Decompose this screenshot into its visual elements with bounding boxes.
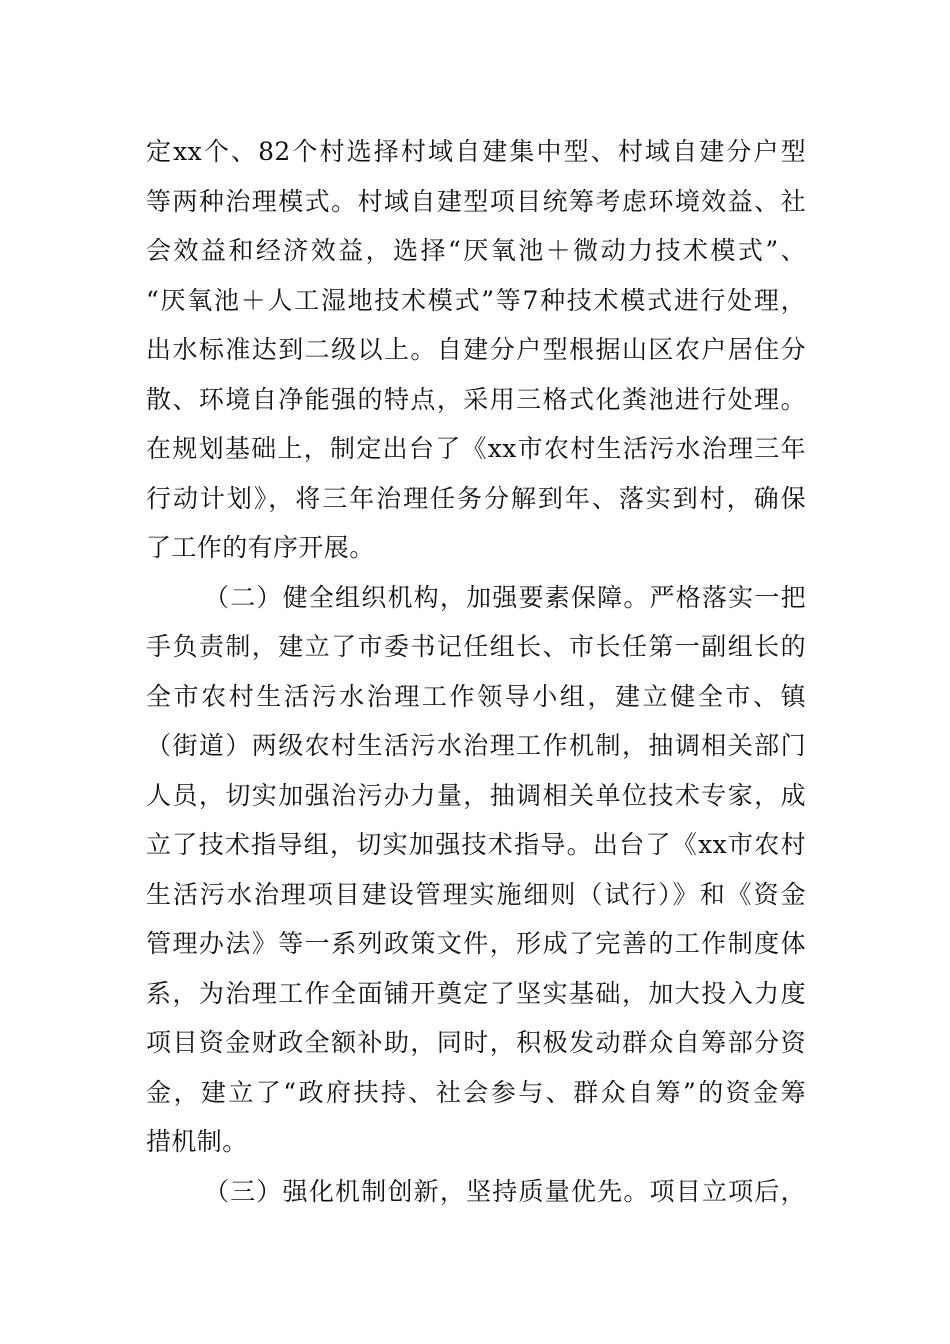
text-line: 金，建立了“政府扶持、社会参与、群众自筹”的资金筹 [146, 1077, 806, 1107]
text-line: 散、环境自净能强的特点，采用三格式化粪池进行处理。 [146, 384, 806, 414]
text-line: 出水标准达到二级以上。自建分户型根据山区农户居住分 [146, 335, 806, 364]
text-line: 立了技术指导组，切实加强技术指导。出台了《xx市农村 [146, 830, 806, 859]
text-line: 等两种治理模式。村域自建型项目统筹考虑环境效益、社 [146, 186, 806, 216]
text-line: 生活污水治理项目建设管理实施细则（试行）》和《资金 [146, 879, 806, 909]
text-line: 会效益和经济效益，选择“厌氧池＋微动力技术模式”、 [146, 236, 806, 265]
text-line: 在规划基础上，制定出台了《xx市农村生活污水治理三年 [146, 434, 806, 463]
text-line: 人员，切实加强治污办力量，抽调相关单位技术专家，成 [146, 780, 806, 810]
section-heading-line: （三）强化机制创新，坚持质量优先。项目立项后， [204, 1176, 806, 1206]
text-line: 行动计划》，将三年治理任务分解到年、落实到村，确保 [146, 483, 806, 513]
document-body [146, 127, 806, 1216]
text-line: 定xx个、82个村选择村域自建集中型、村域自建分户型 [146, 137, 806, 166]
paragraph-1 [146, 127, 806, 573]
text-line: 管理办法》等一系列政策文件，形成了完善的工作制度体 [146, 929, 806, 958]
text-line: （街道）两级农村生活污水治理工作机制，抽调相关部门 [146, 731, 806, 760]
section-heading-line: （二）健全组织机构，加强要素保障。严格落实一把 [204, 582, 806, 612]
text-line: 全市农村生活污水治理工作领导小组，建立健全市、镇 [146, 681, 806, 711]
text-line: 系，为治理工作全面铺开奠定了坚实基础，加大投入力度 [146, 978, 806, 1008]
text-line: 手负责制，建立了市委书记任组长、市长任第一副组长的 [146, 632, 806, 661]
text-line: “厌氧池＋人工湿地技术模式”等7种技术模式进行处理， [146, 285, 806, 315]
text-line: 了工作的有序开展。 [146, 533, 375, 562]
text-line: 项目资金财政全额补助，同时，积极发动群众自筹部分资 [146, 1028, 806, 1057]
text-line: 措机制。 [146, 1127, 248, 1156]
paragraph-3 [146, 1167, 806, 1217]
paragraph-2 [146, 573, 806, 1167]
